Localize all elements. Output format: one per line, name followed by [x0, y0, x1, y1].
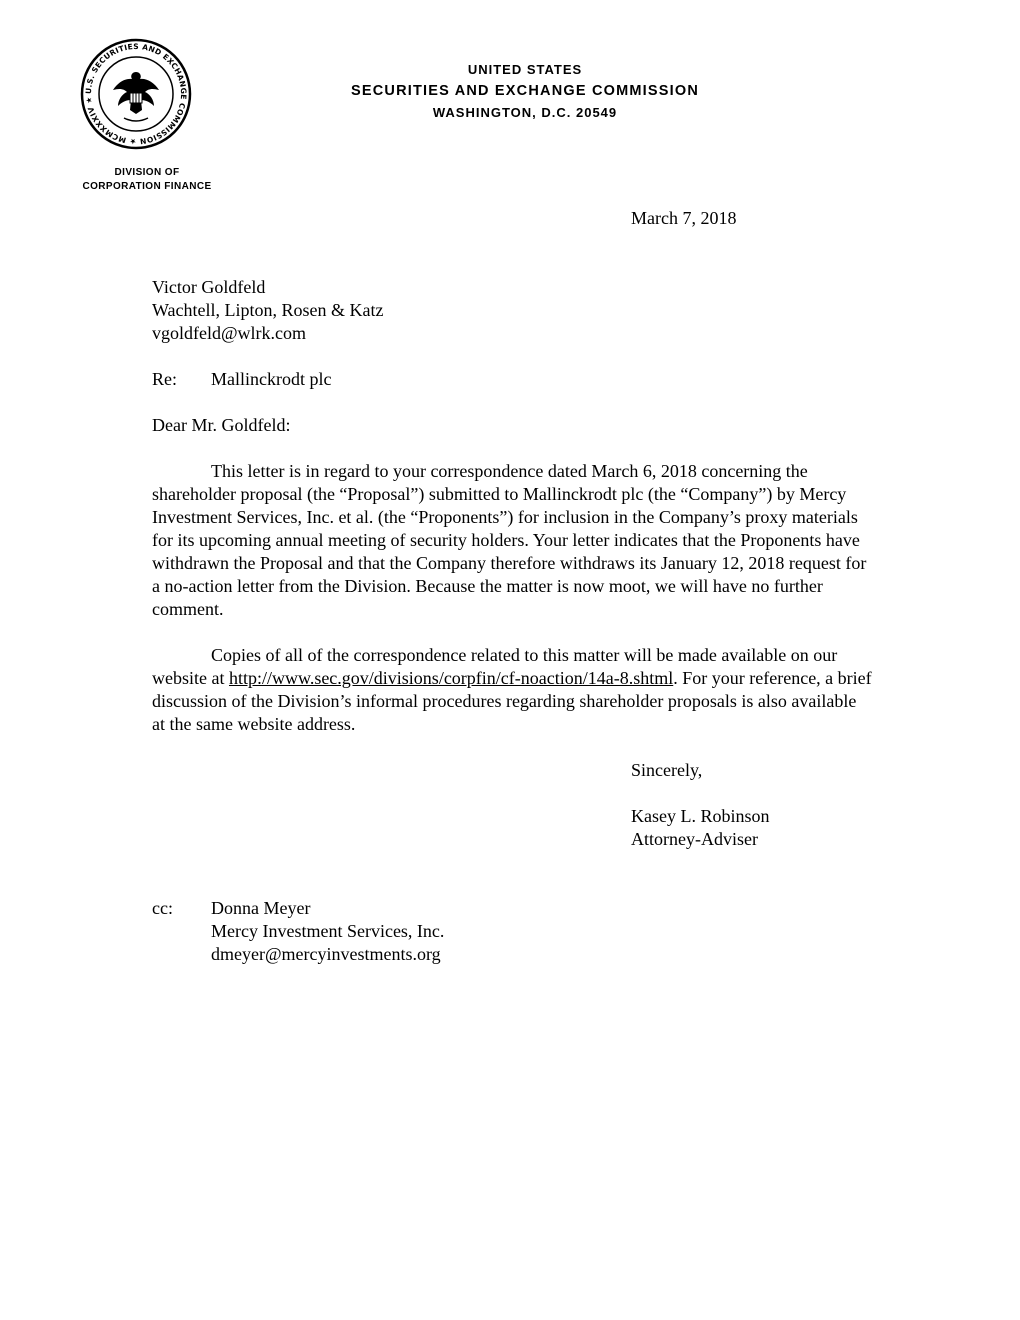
- salutation: Dear Mr. Goldfeld:: [152, 415, 291, 435]
- signature-block: [631, 805, 770, 851]
- agency-name: SECURITIES AND EXCHANGE COMMISSION: [350, 83, 699, 99]
- body-paragraph-2: [152, 644, 872, 736]
- paragraph-2-text-start: Copies of all of the correspondence related to this matter will be made available on our website at: [152, 645, 838, 688]
- cc-name: Donna Meyer: [211, 898, 311, 918]
- recipient-email: vgoldfeld@wlrk.com: [152, 323, 307, 343]
- sec-seal-logo: [80, 38, 192, 150]
- division-line2: CORPORATION FINANCE: [82, 181, 212, 192]
- signer-title: Attorney-Adviser: [631, 829, 758, 849]
- recipient-block: [152, 276, 384, 345]
- subject-label: Re:: [152, 369, 177, 389]
- closing: Sincerely,: [631, 760, 703, 780]
- division-label: [72, 166, 222, 194]
- cc-label: cc:: [152, 898, 173, 918]
- recipient-firm: Wachtell, Lipton, Rosen & Katz: [152, 300, 384, 320]
- sec-noaction-link[interactable]: http://www.sec.gov/divisions/corpfin/cf-noaction/14a-8.shtml: [228, 668, 674, 688]
- agency-address: WASHINGTON, D.C. 20549: [432, 105, 618, 120]
- subject-line: [152, 368, 331, 391]
- cc-organization: Mercy Investment Services, Inc.: [211, 921, 445, 941]
- cc-email: dmeyer@mercyinvestments.org: [211, 944, 441, 964]
- subject-text: Mallinckrodt plc: [211, 369, 332, 389]
- agency-country: UNITED STATES: [467, 62, 583, 77]
- letter-date: March 7, 2018: [631, 208, 737, 228]
- body-paragraph-1: This letter is in regard to your correspondence dated March 6, 2018 concerning the shareholder proposal (the “Proposal”) submitted to Mallinckrodt plc (the “Company”) by Mercy Investment Services, Inc. et al. (the “Proponents”) for inclusion in the Company’s proxy materials for its upcoming annual meeting of security holders. Your letter indicates that the Proponents have withdrawn the Proposal and that the Company therefore withdraws its January 12, 2018 request for a no-action letter from the Division. Because the matter is now moot, we will have no further comment.: [152, 461, 867, 619]
- paragraph-2-text-end: . For your reference, a brief discussion of the Division’s informal procedures regarding shareholder proposals is also available at the same website address.: [152, 668, 872, 734]
- signer-name: Kasey L. Robinson: [631, 806, 770, 826]
- recipient-name: Victor Goldfeld: [152, 277, 266, 297]
- agency-header: [300, 60, 750, 124]
- cc-block: [152, 897, 444, 966]
- svg-text:U.S. SECURITIES AND EXCHANGE C: U.S. SECURITIES AND EXCHANGE COMMISSION ★ MCMXXXIV ★: [83, 41, 189, 147]
- division-line1: DIVISION OF: [114, 167, 180, 178]
